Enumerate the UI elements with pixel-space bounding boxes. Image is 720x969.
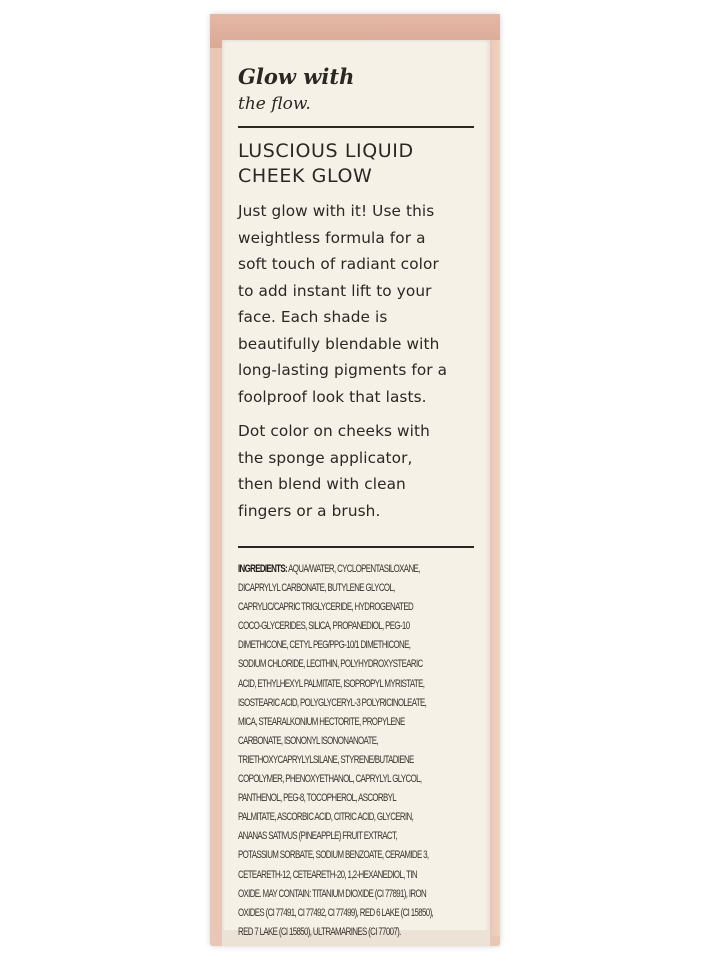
ingredients-line: ANANAS SATIVUS (PINEAPPLE) FRUIT EXTRACT, [238, 830, 397, 843]
description-line: face. Each shade is [238, 308, 388, 326]
ingredients-line: PANTHENOL, PEG-8, TOCOPHEROL, ASCORBYL [238, 792, 397, 805]
box-side-edge [490, 40, 500, 936]
directions [238, 418, 484, 524]
description-line: long-lasting pigments for a [238, 361, 448, 379]
ingredients-line: DICAPRYLYL CARBONATE, BUTYLENE GLYCOL, [238, 582, 395, 595]
ingredients-line: SODIUM CHLORIDE, LECITHIN, POLYHYDROXYSTEARIC [238, 658, 423, 671]
ingredients-list [238, 560, 484, 942]
description-line: to add instant lift to your [238, 281, 432, 300]
product-title-line2: CHEEK GLOW [238, 165, 373, 187]
ingredients-line: RED 7 LAKE (CI 15850), ULTRAMARINES (CI 77007). [238, 925, 401, 938]
description-line: weightless formula for a [238, 228, 426, 247]
tagline-line1: Glow with [238, 64, 355, 89]
ingredients-line: POTASSIUM SORBATE, SODIUM BENZOATE, CERAMIDE 3, [238, 849, 429, 862]
divider [238, 126, 474, 128]
panel-content [238, 64, 484, 942]
ingredients-line: ACID, ETHYLHEXYL PALMITATE, ISOPROPYL MYRISTATE, [238, 677, 425, 690]
ingredients-line: CETEARETH-12, CETEARETH-20, 1,2-HEXANEDIOL, TIN [238, 868, 417, 881]
tagline-line2: the flow. [238, 94, 311, 114]
product-title-line1: LUSCIOUS LIQUID [238, 140, 414, 162]
divider [238, 546, 474, 548]
description [238, 198, 484, 410]
ingredients-line: MICA, STEARALKONIUM HECTORITE, PROPYLENE [238, 715, 405, 728]
ingredients-line: TRIETHOXYCAPRYLYLSILANE, STYRENE/BUTADIENE [238, 753, 414, 766]
directions-line: the sponge applicator, [238, 448, 413, 467]
ingredients-line: OXIDE. MAY CONTAIN: TITANIUM DIOXIDE (CI 77891), IRON [238, 887, 427, 900]
ingredients-line: PALMITATE, ASCORBIC ACID, CITRIC ACID, GLYCERIN, [238, 811, 414, 824]
description-line: foolproof look that lasts. [238, 387, 427, 406]
ingredients-line: OXIDES (CI 77491, CI 77492, CI 77499), RED 6 LAKE (CI 15850), [238, 906, 434, 919]
description-line: beautifully blendable with [238, 334, 440, 353]
directions-line: Dot color on cheeks with [238, 422, 430, 440]
ingredients-line: CARBONATE, ISONONYL ISONONANOATE, [238, 734, 378, 747]
ingredients-line: COPOLYMER, PHENOXYETHANOL, CAPRYLYL GLYCOL, [238, 773, 422, 786]
directions-line: fingers or a brush. [238, 501, 381, 520]
ingredients-line: ISOSTEARIC ACID, POLYGLYCERYL-3 POLYRICINOLEATE, [238, 696, 427, 709]
ingredients-line: CAPRYLIC/CAPRIC TRIGLYCERIDE, HYDROGENATED [238, 601, 414, 614]
directions-line: then blend with clean [238, 475, 406, 493]
description-line: Just glow with it! Use this [238, 202, 435, 220]
description-line: soft touch of radiant color [238, 255, 439, 273]
ingredients-label: INGREDIENTS: [238, 563, 287, 575]
ingredients-text: AQUA/WATER, CYCLOPENTASILOXANE, [286, 563, 420, 575]
ingredients-line: COCO-GLYCERIDES, SILICA, PROPANEDIOL, PEG-10 [238, 620, 410, 633]
ingredients-line: DIMETHICONE, CETYL PEG/PPG-10/1 DIMETHICONE, [238, 639, 411, 652]
ingredients-line [238, 560, 420, 579]
